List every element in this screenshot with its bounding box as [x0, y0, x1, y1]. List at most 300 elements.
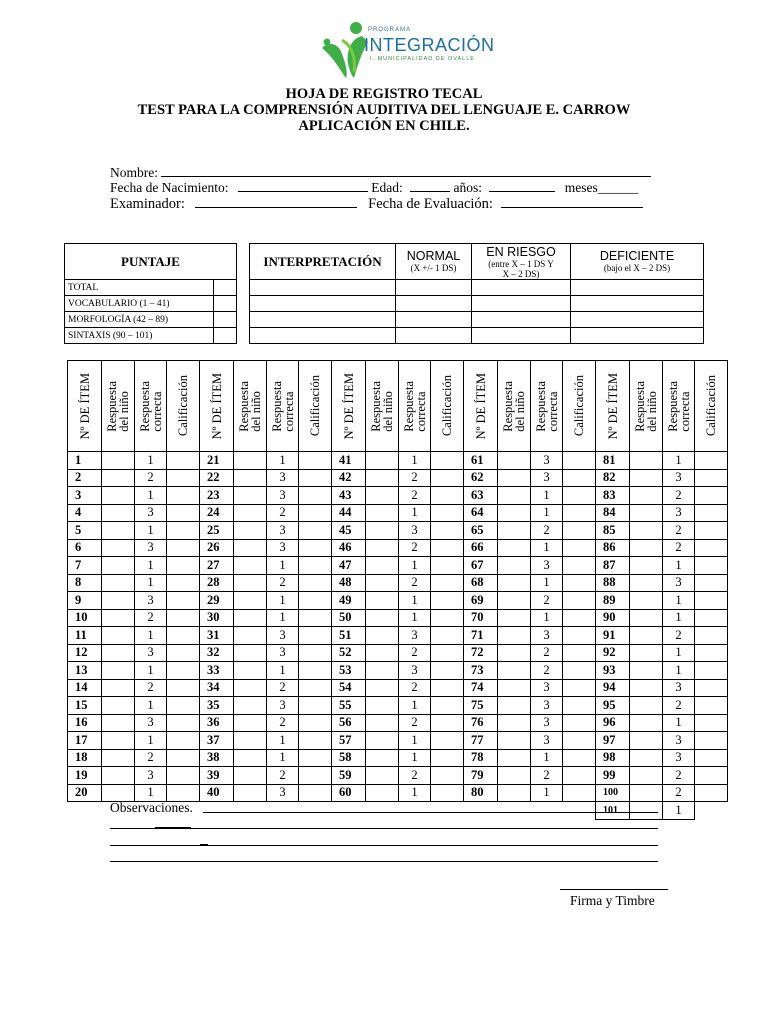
calificacion-cell[interactable] — [299, 522, 332, 540]
item-header — [332, 361, 366, 452]
respuesta-nino-cell[interactable] — [366, 627, 399, 645]
calificacion-cell[interactable] — [563, 732, 596, 750]
calificacion-cell[interactable] — [431, 539, 464, 557]
item-header-text: Nº DE ÍTEM — [77, 372, 92, 440]
respuesta-nino-cell[interactable] — [234, 679, 267, 697]
respuesta-nino-cell[interactable] — [366, 662, 399, 680]
respuesta-nino-cell[interactable] — [630, 539, 663, 557]
calificacion-cell[interactable] — [431, 644, 464, 662]
title-line-1: HOJA DE REGISTRO TECAL — [285, 86, 483, 102]
respuesta-nino-cell[interactable] — [234, 504, 267, 522]
interp-cell[interactable] — [472, 296, 571, 312]
calificacion-cell[interactable] — [695, 522, 728, 540]
empty-cell — [299, 802, 332, 820]
calificacion-cell[interactable] — [299, 539, 332, 557]
puntaje-row-label: MORFOLOGÍA (42 – 89) — [65, 312, 214, 328]
respuesta-nino-cell[interactable] — [234, 522, 267, 540]
interp-cell[interactable] — [250, 296, 396, 312]
calificacion-cell[interactable] — [563, 784, 596, 802]
respuesta-correcta-value: 2 — [399, 487, 431, 505]
calificacion-cell[interactable] — [695, 679, 728, 697]
respuesta-nino-cell[interactable] — [234, 574, 267, 592]
interp-cell[interactable] — [472, 280, 571, 296]
respuesta-nino-cell[interactable] — [366, 749, 399, 767]
interp-cell[interactable] — [396, 328, 472, 344]
calificacion-cell[interactable] — [299, 609, 332, 627]
calificacion-cell[interactable] — [167, 522, 200, 540]
calificacion-cell[interactable] — [431, 504, 464, 522]
calificacion-cell[interactable] — [299, 627, 332, 645]
respuesta-nino-cell[interactable] — [102, 767, 135, 785]
respuesta-correcta-value: 1 — [399, 697, 431, 715]
calificacion-cell[interactable] — [695, 539, 728, 557]
respuesta-nino-cell[interactable] — [630, 679, 663, 697]
calificacion-cell[interactable] — [431, 487, 464, 505]
calificacion-cell[interactable] — [167, 504, 200, 522]
calificacion-cell[interactable] — [563, 609, 596, 627]
respuesta-correcta-value: 3 — [267, 469, 299, 487]
calificacion-cell[interactable] — [167, 784, 200, 802]
observaciones-mark — [200, 844, 208, 846]
puntaje-value-cell[interactable] — [214, 312, 237, 328]
calificacion-cell[interactable] — [167, 697, 200, 715]
calificacion-cell[interactable] — [695, 469, 728, 487]
calificacion-cell[interactable] — [167, 714, 200, 732]
item-number: 86 — [596, 539, 630, 557]
respuesta-nino-cell[interactable] — [630, 452, 663, 470]
calificacion-cell[interactable] — [431, 452, 464, 470]
respuesta-nino-cell[interactable] — [498, 679, 531, 697]
calificacion-cell[interactable] — [167, 557, 200, 575]
calificacion-cell[interactable] — [431, 574, 464, 592]
respuesta-nino-cell[interactable] — [366, 452, 399, 470]
respuesta-nino-cell[interactable] — [366, 644, 399, 662]
respuesta-nino-cell[interactable] — [366, 732, 399, 750]
calificacion-cell[interactable] — [299, 574, 332, 592]
item-number: 15 — [68, 697, 102, 715]
calificacion-cell[interactable] — [431, 732, 464, 750]
calificacion-cell[interactable] — [563, 697, 596, 715]
calificacion-cell[interactable] — [299, 784, 332, 802]
edad-label: Edad: — [371, 180, 403, 195]
calificacion-cell[interactable] — [167, 627, 200, 645]
respuesta-nino-cell[interactable] — [234, 767, 267, 785]
respuesta-nino-cell[interactable] — [498, 697, 531, 715]
nombre-input-line[interactable] — [161, 164, 651, 177]
respuesta-correcta-value: 1 — [135, 452, 167, 470]
item-number: 88 — [596, 574, 630, 592]
interp-cell[interactable] — [571, 328, 704, 344]
respuesta-nino-cell[interactable] — [234, 609, 267, 627]
item-number: 50 — [332, 609, 366, 627]
calificacion-cell[interactable] — [167, 609, 200, 627]
respuesta-nino-cell[interactable] — [102, 784, 135, 802]
calificacion-cell[interactable] — [431, 469, 464, 487]
respuesta-correcta-value: 1 — [135, 557, 167, 575]
calificacion-cell[interactable] — [167, 452, 200, 470]
calificacion-cell[interactable] — [431, 697, 464, 715]
respuesta-nino-cell[interactable] — [234, 487, 267, 505]
interp-cell[interactable] — [250, 312, 396, 328]
respuesta-nino-cell[interactable] — [498, 784, 531, 802]
respuesta-nino-cell[interactable] — [366, 784, 399, 802]
calificacion-cell[interactable] — [167, 732, 200, 750]
calificacion-cell[interactable] — [299, 749, 332, 767]
respuesta-nino-cell[interactable] — [234, 469, 267, 487]
item-number: 47 — [332, 557, 366, 575]
respuesta-correcta-value: 2 — [663, 487, 695, 505]
respuesta-nino-cell[interactable] — [102, 714, 135, 732]
examinador-input-line[interactable] — [195, 195, 357, 208]
respuesta-nino-cell[interactable] — [366, 469, 399, 487]
respuesta-nino-cell[interactable] — [630, 784, 663, 802]
observaciones-line[interactable] — [110, 845, 658, 846]
respuesta-correcta-value: 1 — [531, 784, 563, 802]
calificacion-cell[interactable] — [695, 452, 728, 470]
respuesta-nino-cell[interactable] — [630, 697, 663, 715]
respuesta-nino-cell[interactable] — [630, 557, 663, 575]
respuesta-nino-cell[interactable] — [630, 802, 663, 820]
respuesta-correcta-value: 2 — [267, 714, 299, 732]
respuesta-nino-cell[interactable] — [498, 539, 531, 557]
interp-cell[interactable] — [571, 296, 704, 312]
respuesta-correcta-value: 1 — [135, 662, 167, 680]
item-number: 87 — [596, 557, 630, 575]
respuesta-nino-cell[interactable] — [366, 539, 399, 557]
respuesta-nino-cell[interactable] — [234, 784, 267, 802]
respuesta-nino-cell[interactable] — [630, 592, 663, 610]
calificacion-cell[interactable] — [563, 644, 596, 662]
calificacion-cell[interactable] — [299, 662, 332, 680]
respuesta-nino-cell[interactable] — [366, 592, 399, 610]
item-number: 68 — [464, 574, 498, 592]
respuesta-nino-cell[interactable] — [366, 522, 399, 540]
respuesta-nino-cell[interactable] — [102, 504, 135, 522]
calificacion-cell[interactable] — [563, 627, 596, 645]
item-number: 27 — [200, 557, 234, 575]
item-number: 65 — [464, 522, 498, 540]
respuesta-nino-cell[interactable] — [498, 574, 531, 592]
interp-cell[interactable] — [396, 312, 472, 328]
respuesta-nino-cell[interactable] — [630, 644, 663, 662]
item-number: 32 — [200, 644, 234, 662]
respuesta-nino-cell[interactable] — [102, 452, 135, 470]
calificacion-cell[interactable] — [299, 697, 332, 715]
calificacion-cell[interactable] — [299, 504, 332, 522]
respuesta-nino-cell[interactable] — [498, 749, 531, 767]
respuesta-nino-cell[interactable] — [234, 714, 267, 732]
fecha-evaluacion-input-line[interactable] — [501, 195, 643, 208]
calificacion-cell[interactable] — [563, 539, 596, 557]
respuesta-nino-cell[interactable] — [498, 644, 531, 662]
puntaje-header: PUNTAJE — [65, 244, 237, 280]
calificacion-cell[interactable] — [695, 504, 728, 522]
respuesta-correcta-header-text: Respuesta correcta — [269, 380, 296, 432]
calificacion-cell[interactable] — [695, 784, 728, 802]
interp-cell[interactable] — [250, 280, 396, 296]
calificacion-cell[interactable] — [431, 557, 464, 575]
respuesta-nino-cell[interactable] — [630, 469, 663, 487]
table-row — [68, 749, 728, 767]
respuesta-nino-cell[interactable] — [102, 469, 135, 487]
respuesta-nino-cell[interactable] — [630, 609, 663, 627]
respuesta-nino-cell[interactable] — [498, 732, 531, 750]
respuesta-nino-cell[interactable] — [498, 504, 531, 522]
respuesta-correcta-value: 3 — [135, 714, 167, 732]
item-number: 66 — [464, 539, 498, 557]
respuesta-nino-cell[interactable] — [498, 627, 531, 645]
calificacion-cell[interactable] — [563, 749, 596, 767]
calificacion-cell[interactable] — [431, 679, 464, 697]
calificacion-cell[interactable] — [431, 592, 464, 610]
anos-input-line[interactable] — [489, 179, 555, 192]
calificacion-cell[interactable] — [431, 627, 464, 645]
interp-cell[interactable] — [250, 328, 396, 344]
calificacion-cell[interactable] — [299, 592, 332, 610]
respuesta-correcta-value: 3 — [531, 452, 563, 470]
respuesta-nino-cell[interactable] — [234, 539, 267, 557]
deficiente-label: DEFICIENTE — [599, 249, 675, 263]
empty-cell — [267, 802, 299, 820]
calificacion-cell[interactable] — [167, 539, 200, 557]
calificacion-cell[interactable] — [431, 714, 464, 732]
respuesta-nino-cell[interactable] — [366, 557, 399, 575]
empty-cell — [695, 802, 728, 820]
fecha-nacimiento-input-line[interactable] — [238, 179, 368, 192]
calificacion-cell[interactable] — [431, 609, 464, 627]
calificacion-cell[interactable] — [167, 644, 200, 662]
respuesta-nino-cell[interactable] — [366, 697, 399, 715]
calificacion-cell[interactable] — [431, 784, 464, 802]
riesgo-header — [472, 244, 571, 280]
respuesta-nino-cell[interactable] — [234, 592, 267, 610]
respuesta-correcta-value: 2 — [531, 662, 563, 680]
puntaje-value-cell[interactable] — [214, 328, 237, 344]
calificacion-cell[interactable] — [167, 662, 200, 680]
calificacion-cell[interactable] — [563, 452, 596, 470]
respuesta-nino-cell[interactable] — [498, 767, 531, 785]
respuesta-nino-cell[interactable] — [630, 627, 663, 645]
calificacion-cell[interactable] — [563, 504, 596, 522]
calificacion-cell[interactable] — [299, 714, 332, 732]
calificacion-cell[interactable] — [167, 469, 200, 487]
calificacion-cell[interactable] — [299, 644, 332, 662]
edad-input-line[interactable] — [410, 179, 450, 192]
respuesta-nino-cell[interactable] — [234, 697, 267, 715]
empty-cell — [531, 802, 563, 820]
respuesta-nino-cell[interactable] — [630, 522, 663, 540]
calificacion-cell[interactable] — [299, 452, 332, 470]
calificacion-cell[interactable] — [167, 574, 200, 592]
respuesta-nino-cell[interactable] — [498, 487, 531, 505]
calificacion-cell[interactable] — [695, 644, 728, 662]
respuesta-nino-cell[interactable] — [102, 627, 135, 645]
respuesta-nino-cell[interactable] — [630, 749, 663, 767]
item-number: 38 — [200, 749, 234, 767]
item-number: 20 — [68, 784, 102, 802]
firma-line[interactable] — [560, 889, 668, 890]
calificacion-cell[interactable] — [167, 767, 200, 785]
puntaje-table — [64, 243, 237, 344]
respuesta-nino-cell[interactable] — [498, 714, 531, 732]
respuesta-nino-cell[interactable] — [102, 732, 135, 750]
calificacion-cell[interactable] — [299, 487, 332, 505]
item-number: 18 — [68, 749, 102, 767]
respuesta-nino-cell[interactable] — [630, 487, 663, 505]
respuesta-nino-cell[interactable] — [498, 557, 531, 575]
respuesta-nino-cell[interactable] — [498, 609, 531, 627]
respuesta-correcta-value: 2 — [663, 697, 695, 715]
table-row — [68, 732, 728, 750]
respuesta-nino-cell[interactable] — [102, 557, 135, 575]
respuesta-correcta-value: 1 — [531, 749, 563, 767]
table-row — [68, 644, 728, 662]
calificacion-cell[interactable] — [563, 679, 596, 697]
respuesta-nino-cell[interactable] — [498, 592, 531, 610]
calificacion-header — [695, 361, 728, 452]
respuesta-nino-cell[interactable] — [366, 574, 399, 592]
respuesta-nino-cell[interactable] — [366, 487, 399, 505]
interp-cell[interactable] — [571, 312, 704, 328]
calificacion-cell[interactable] — [431, 522, 464, 540]
respuesta-correcta-value: 3 — [135, 504, 167, 522]
calificacion-cell[interactable] — [695, 574, 728, 592]
calificacion-cell[interactable] — [431, 749, 464, 767]
respuesta-nino-header — [366, 361, 399, 452]
calificacion-cell[interactable] — [563, 557, 596, 575]
puntaje-value-cell[interactable] — [214, 296, 237, 312]
item-number: 78 — [464, 749, 498, 767]
respuesta-nino-cell[interactable] — [498, 452, 531, 470]
respuesta-nino-cell[interactable] — [102, 574, 135, 592]
respuesta-correcta-value: 2 — [663, 522, 695, 540]
calificacion-cell[interactable] — [299, 557, 332, 575]
respuesta-nino-cell[interactable] — [234, 644, 267, 662]
respuesta-nino-cell[interactable] — [102, 662, 135, 680]
calificacion-cell[interactable] — [695, 732, 728, 750]
calificacion-cell[interactable] — [695, 557, 728, 575]
calificacion-cell[interactable] — [299, 732, 332, 750]
observaciones-line[interactable] — [203, 812, 658, 813]
puntaje-value-cell[interactable] — [214, 280, 237, 296]
calificacion-cell[interactable] — [299, 767, 332, 785]
respuesta-nino-cell[interactable] — [102, 487, 135, 505]
respuesta-correcta-value: 3 — [531, 732, 563, 750]
calificacion-cell[interactable] — [167, 592, 200, 610]
calificacion-cell[interactable] — [563, 522, 596, 540]
calificacion-cell[interactable] — [167, 679, 200, 697]
respuesta-correcta-value: 1 — [399, 732, 431, 750]
respuesta-nino-cell[interactable] — [234, 749, 267, 767]
calificacion-cell[interactable] — [563, 714, 596, 732]
calificacion-cell[interactable] — [299, 469, 332, 487]
respuesta-nino-cell[interactable] — [498, 662, 531, 680]
respuesta-nino-cell[interactable] — [102, 749, 135, 767]
calificacion-cell[interactable] — [563, 487, 596, 505]
interp-cell[interactable] — [396, 280, 472, 296]
respuesta-nino-cell[interactable] — [366, 504, 399, 522]
respuesta-nino-cell[interactable] — [234, 662, 267, 680]
calificacion-cell[interactable] — [695, 662, 728, 680]
respuesta-nino-cell[interactable] — [234, 557, 267, 575]
calificacion-cell[interactable] — [695, 767, 728, 785]
respuesta-nino-cell[interactable] — [366, 714, 399, 732]
calificacion-cell[interactable] — [563, 662, 596, 680]
respuesta-correcta-header — [267, 361, 299, 452]
respuesta-nino-cell[interactable] — [102, 539, 135, 557]
calificacion-cell[interactable] — [167, 749, 200, 767]
respuesta-nino-cell[interactable] — [630, 732, 663, 750]
interp-cell[interactable] — [472, 312, 571, 328]
respuesta-nino-cell[interactable] — [630, 767, 663, 785]
item-number: 9 — [68, 592, 102, 610]
item-number: 3 — [68, 487, 102, 505]
calificacion-cell[interactable] — [695, 714, 728, 732]
respuesta-correcta-value: 1 — [663, 662, 695, 680]
title-line-3: APLICACIÓN EN CHILE. — [298, 118, 470, 134]
calificacion-cell[interactable] — [695, 697, 728, 715]
observaciones-line[interactable] — [110, 861, 658, 862]
table-row — [68, 539, 728, 557]
calificacion-cell[interactable] — [563, 469, 596, 487]
respuesta-nino-cell[interactable] — [498, 522, 531, 540]
calificacion-cell[interactable] — [167, 487, 200, 505]
respuesta-nino-cell[interactable] — [366, 679, 399, 697]
calificacion-cell[interactable] — [695, 609, 728, 627]
respuesta-correcta-value: 2 — [267, 679, 299, 697]
respuesta-nino-cell[interactable] — [102, 609, 135, 627]
interp-cell[interactable] — [472, 328, 571, 344]
riesgo-sub-label-1: (entre X – 1 DS Y — [488, 259, 554, 269]
respuesta-nino-cell[interactable] — [498, 469, 531, 487]
calificacion-cell[interactable] — [431, 662, 464, 680]
respuesta-nino-cell[interactable] — [102, 644, 135, 662]
item-number: 6 — [68, 539, 102, 557]
respuesta-nino-cell[interactable] — [234, 452, 267, 470]
calificacion-cell[interactable] — [695, 749, 728, 767]
respuesta-nino-cell[interactable] — [102, 592, 135, 610]
observaciones-line[interactable] — [110, 828, 658, 829]
respuesta-nino-cell[interactable] — [102, 697, 135, 715]
respuesta-nino-cell[interactable] — [366, 609, 399, 627]
calificacion-cell[interactable] — [563, 592, 596, 610]
calificacion-cell[interactable] — [299, 679, 332, 697]
respuesta-nino-cell[interactable] — [234, 627, 267, 645]
calificacion-cell[interactable] — [563, 767, 596, 785]
respuesta-nino-cell[interactable] — [630, 714, 663, 732]
respuesta-correcta-value: 3 — [135, 592, 167, 610]
respuesta-nino-cell[interactable] — [234, 732, 267, 750]
calificacion-cell[interactable] — [431, 767, 464, 785]
respuesta-nino-cell[interactable] — [630, 574, 663, 592]
item-number: 99 — [596, 767, 630, 785]
respuesta-nino-cell[interactable] — [102, 679, 135, 697]
respuesta-nino-cell[interactable] — [102, 522, 135, 540]
calificacion-cell[interactable] — [563, 574, 596, 592]
calificacion-cell[interactable] — [695, 627, 728, 645]
item-number: 36 — [200, 714, 234, 732]
puntaje-row-label: VOCABULARIO (1 – 41) — [65, 296, 214, 312]
nombre-label: Nombre: — [110, 165, 158, 180]
calificacion-cell[interactable] — [695, 592, 728, 610]
item-number: 49 — [332, 592, 366, 610]
calificacion-cell[interactable] — [695, 487, 728, 505]
respuesta-nino-cell[interactable] — [630, 662, 663, 680]
interp-cell[interactable] — [571, 280, 704, 296]
interp-cell[interactable] — [396, 296, 472, 312]
respuesta-nino-cell[interactable] — [366, 767, 399, 785]
respuesta-nino-cell[interactable] — [630, 504, 663, 522]
